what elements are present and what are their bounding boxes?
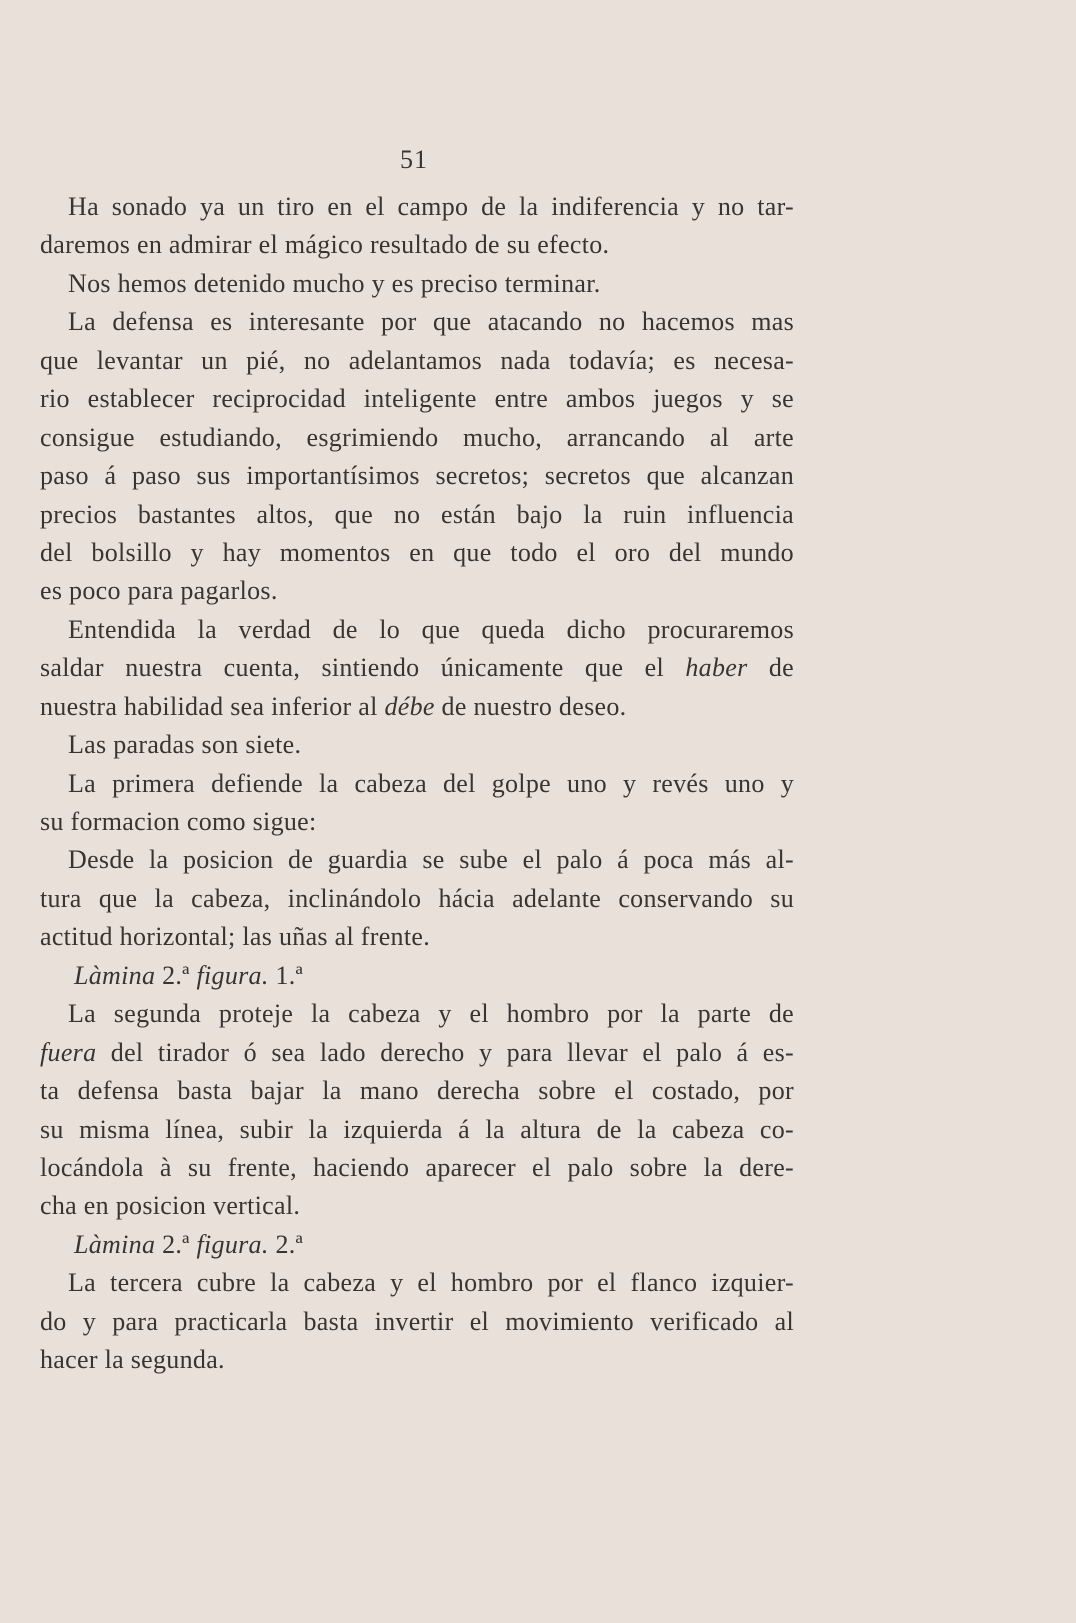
text-line: ta defensa basta bajar la mano derecha sobre el costado, por <box>40 1076 794 1106</box>
caption-lamina: Làmina <box>74 960 156 990</box>
text-line: cha en posicion vertical. <box>40 1191 301 1221</box>
text-line: locándola à su frente, haciendo aparecer el palo sobre la dere- <box>40 1152 794 1182</box>
text-line: es poco para pagarlos. <box>40 576 278 606</box>
text-line: consigue estudiando, esgrimiendo mucho, arrancando al arte <box>40 422 794 452</box>
figure-caption-1 <box>40 957 794 995</box>
text-line: su misma línea, subir la izquierda á la altura de la cabeza co- <box>40 1114 794 1144</box>
text-line: Desde la posicion de guardia se sube el palo á poca más al- <box>68 845 794 875</box>
paragraphs-group-1 <box>40 188 794 957</box>
text-line: nuestra habilidad sea inferior al débe de nuestro deseo. <box>40 691 627 721</box>
text-line: La segunda proteje la cabeza y el hombro por la parte de <box>68 999 794 1029</box>
figure-caption-2 <box>40 1226 794 1264</box>
paragraphs-group-2 <box>40 995 794 1226</box>
page-number: 51 <box>400 145 428 174</box>
text-line: La defensa es interesante por que atacando no hacemos mas <box>68 307 794 337</box>
text-line: fuera del tirador ó sea lado derecho y para llevar el palo á es- <box>40 1037 794 1067</box>
text-line: su formacion como sigue: <box>40 807 317 836</box>
italic-word: fuera <box>40 1037 97 1067</box>
caption-figura-number: 1.ª <box>275 960 304 990</box>
paragraphs-group-3 <box>40 1264 794 1379</box>
caption-lamina-number: 2.ª <box>162 960 190 990</box>
text-line: paso á paso sus importantísimos secretos; secretos que alcanzan <box>40 461 794 491</box>
text-line: rio establecer reciprocidad inteligente entre ambos juegos y se <box>40 384 794 414</box>
text-line: precios bastantes altos, que no están bajo la ruin influencia <box>40 499 794 529</box>
text-line: Entendida la verdad de lo que queda dicho procuraremos <box>68 614 794 644</box>
caption-figura: figura. <box>196 960 269 990</box>
text-line: Ha sonado ya un tiro en el campo de la indiferencia y no tar- <box>68 192 794 221</box>
text-line: Las paradas son siete. <box>68 730 302 760</box>
text-line: daremos en admirar el mágico resultado de su efecto. <box>40 230 610 260</box>
text-line: actitud horizontal; las uñas al frente. <box>40 922 431 952</box>
caption-figura: figura. <box>196 1229 269 1259</box>
text-line: del bolsillo y hay momentos en que todo el oro del mundo <box>40 537 794 567</box>
caption-lamina: Làmina <box>74 1229 156 1259</box>
caption-figura-number: 2.ª <box>275 1229 304 1259</box>
body-text <box>40 188 794 1380</box>
text-line: que levantar un pié, no adelantamos nada todavía; es necesa- <box>40 345 794 375</box>
text-line: Nos hemos detenido mucho y es preciso terminar. <box>68 268 601 298</box>
text-line: do y para practicarla basta invertir el movimiento verificado al <box>40 1306 794 1336</box>
text-line: La primera defiende la cabeza del golpe uno y revés uno y <box>68 768 794 798</box>
text-line: La tercera cubre la cabeza y el hombro por el flanco izquier- <box>68 1268 794 1298</box>
text-line: tura que la cabeza, inclinándolo hácia adelante conservando su <box>40 883 794 913</box>
caption-lamina-number: 2.ª <box>162 1229 190 1259</box>
italic-word: débe <box>384 691 435 721</box>
text-line: hacer la segunda. <box>40 1345 225 1375</box>
italic-word: haber <box>685 653 748 683</box>
text-line: saldar nuestra cuenta, sintiendo únicamente que el haber de <box>40 653 794 683</box>
